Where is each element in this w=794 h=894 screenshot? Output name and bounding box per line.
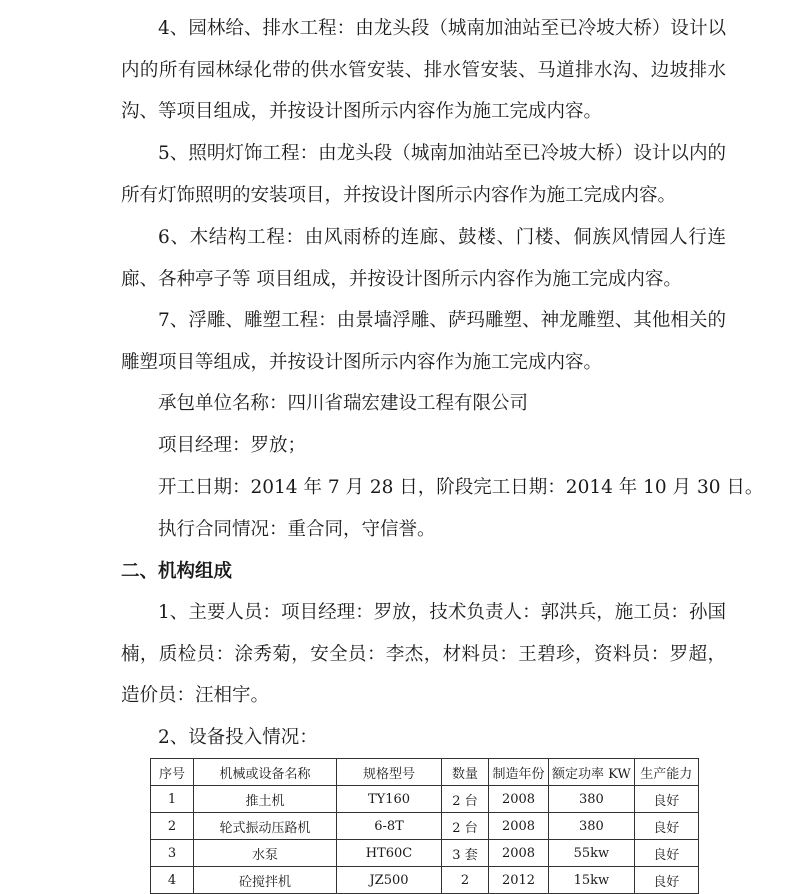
contract-line: 执行合同情况：重合同，守信誉。 [158, 519, 436, 540]
cell-year: 2008 [489, 786, 549, 813]
paragraph-personnel: 1、主要人员：项目经理：罗放，技术负责人：郭洪兵，施工员：孙国楠，质检员：涂秀菊，安全员：李杰，材料员：王碧珍，资料员：罗超，造价员：汪相宇。 [121, 602, 726, 706]
cell-model: HT60C [337, 840, 442, 867]
header-power: 额定功率 KW [549, 759, 635, 786]
header-no: 序号 [151, 759, 194, 786]
paragraph-lighting: 5、照明灯饰工程：由龙头段（城南加油站至已冷坡大桥）设计以内的所有灯饰照明的安装项目，并按设计图所示内容作为施工完成内容。 [121, 143, 726, 206]
cell-capacity: 良好 [634, 840, 698, 867]
cell-name: 推土机 [194, 786, 337, 813]
cell-capacity: 良好 [634, 786, 698, 813]
cell-capacity: 良好 [634, 813, 698, 840]
cell-no: 1 [151, 786, 194, 813]
table-row [151, 813, 699, 840]
cell-power: 15kw [549, 867, 635, 894]
cell-model: JZ500 [337, 867, 442, 894]
cell-year: 2008 [489, 813, 549, 840]
equipment-table [150, 758, 699, 894]
table-row [151, 867, 699, 894]
table-row [151, 786, 699, 813]
table-header-row [151, 759, 699, 786]
cell-no: 2 [151, 813, 194, 840]
paragraph-sculpture: 7、浮雕、雕塑工程：由景墙浮雕、萨玛雕塑、神龙雕塑、其他相关的雕塑项目等组成，并按设计图所示内容作为施工完成内容。 [121, 310, 726, 373]
cell-qty: 2 [442, 867, 489, 894]
cell-model: 6-8T [337, 813, 442, 840]
equipment-title: 2、设备投入情况： [158, 727, 318, 748]
cell-name: 水泵 [194, 840, 337, 867]
cell-power: 55kw [549, 840, 635, 867]
cell-qty: 3 套 [442, 840, 489, 867]
cell-name: 砼搅拌机 [194, 867, 337, 894]
cell-year: 2012 [489, 867, 549, 894]
manager-line: 项目经理：罗放； [158, 435, 307, 456]
cell-qty: 2 台 [442, 813, 489, 840]
cell-name: 轮式振动压路机 [194, 813, 337, 840]
header-model: 规格型号 [337, 759, 442, 786]
header-capacity: 生产能力 [634, 759, 698, 786]
cell-no: 3 [151, 840, 194, 867]
paragraph-wood-structure: 6、木结构工程：由风雨桥的连廊、鼓楼、门楼、侗族风情园人行连廊、各种亭子等 项目组成，并按设计图所示内容作为施工完成内容。 [121, 227, 726, 290]
cell-model: TY160 [337, 786, 442, 813]
cell-year: 2008 [489, 840, 549, 867]
section-heading: 二、机构组成 [121, 561, 233, 582]
contractor-line: 承包单位名称：四川省瑞宏建设工程有限公司 [158, 393, 529, 414]
cell-capacity: 良好 [634, 867, 698, 894]
cell-no: 4 [151, 867, 194, 894]
paragraph-landscape-water: 4、园林给、排水工程：由龙头段（城南加油站至已冷坡大桥）设计以内的所有园林绿化带的供水管安装、排水管安装、马道排水沟、边坡排水沟、等项目组成，并按设计图所示内容作为施工完成内容。 [121, 18, 726, 122]
cell-power: 380 [549, 813, 635, 840]
header-year: 制造年份 [489, 759, 549, 786]
header-qty: 数量 [442, 759, 489, 786]
header-name: 机械或设备名称 [194, 759, 337, 786]
cell-qty: 2 台 [442, 786, 489, 813]
table-row [151, 840, 699, 867]
dates-line: 开工日期：2014 年 7 月 28 日，阶段完工日期：2014 年 10 月 30 日。 [158, 477, 764, 498]
cell-power: 380 [549, 786, 635, 813]
